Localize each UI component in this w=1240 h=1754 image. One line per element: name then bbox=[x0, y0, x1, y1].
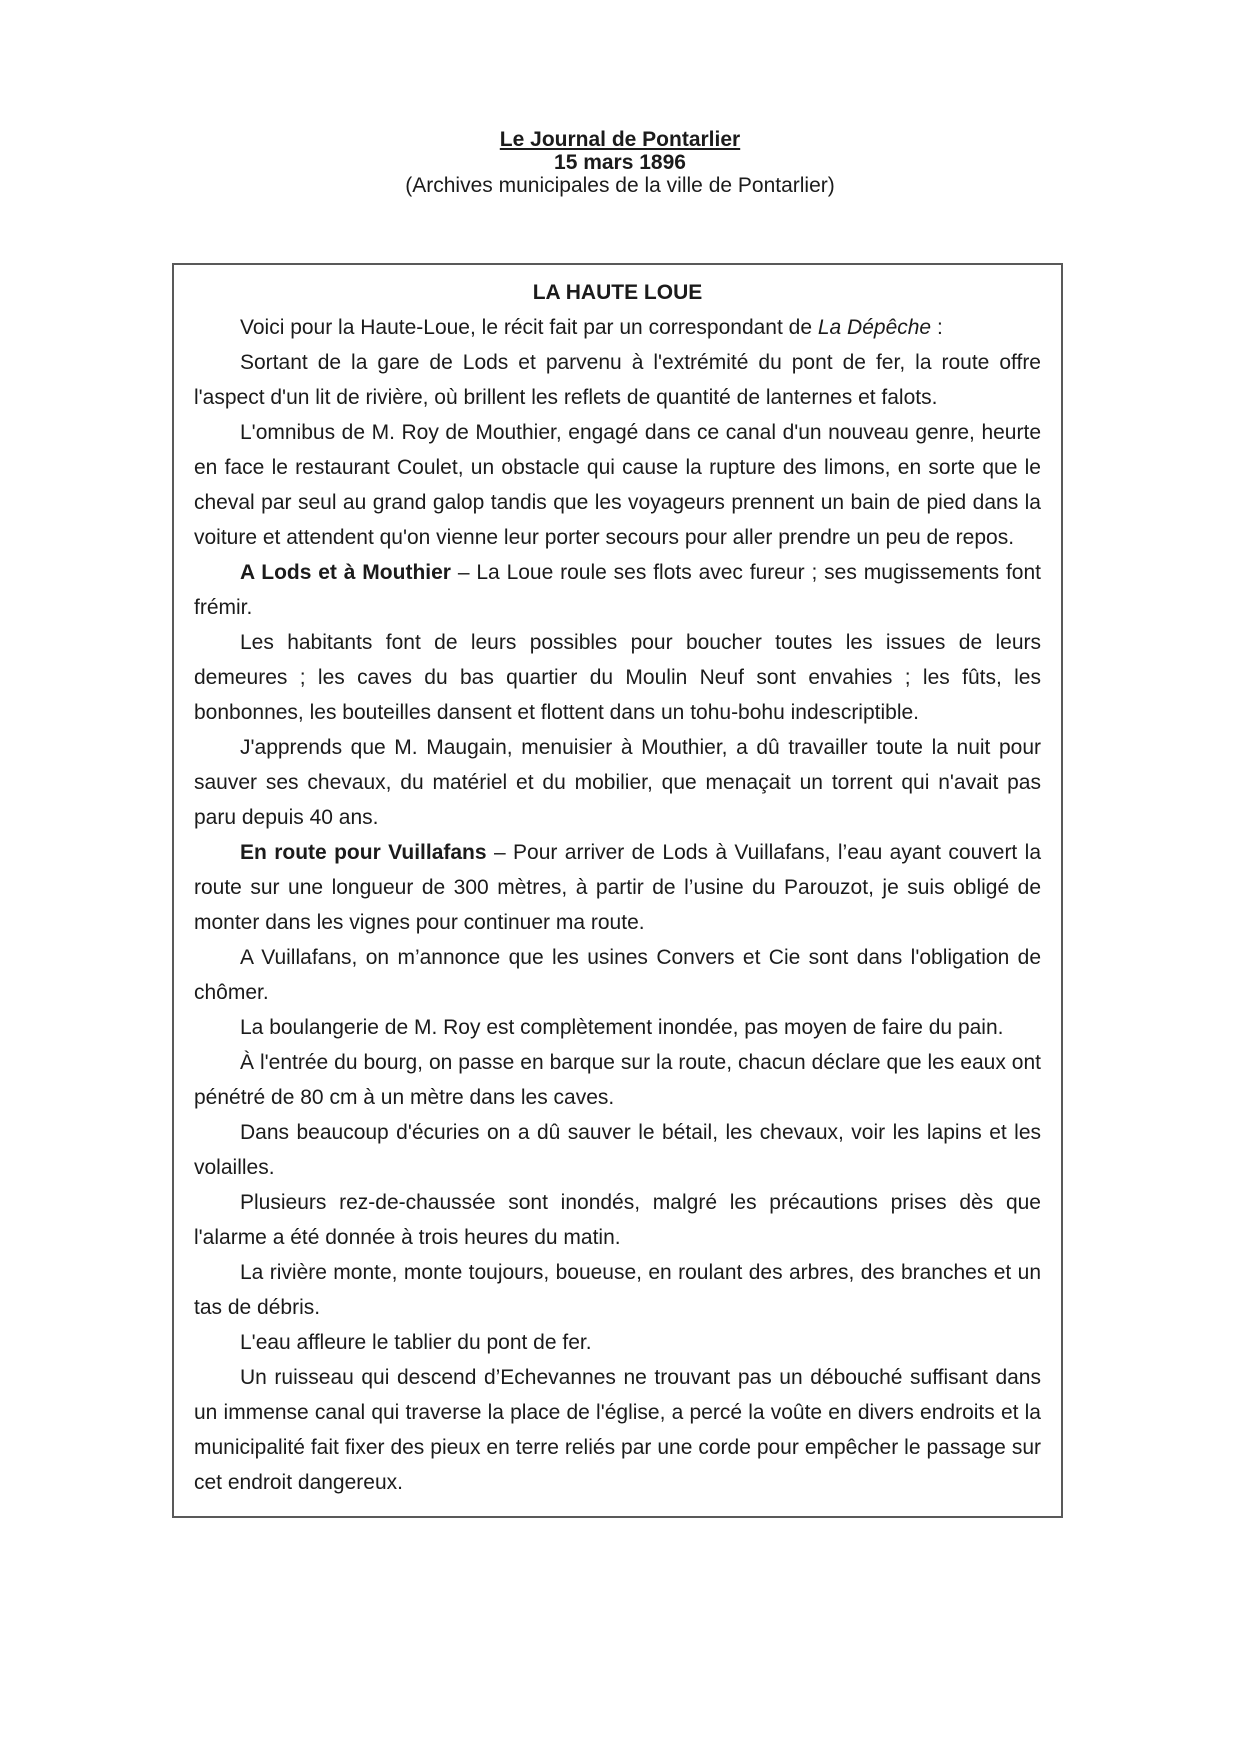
article-paragraph bbox=[194, 1325, 1041, 1360]
article-paragraph bbox=[194, 1255, 1041, 1325]
article-title: LA HAUTE LOUE bbox=[532, 281, 703, 304]
paragraph-segment: A Vuillafans, on m’annonce que les usines Convers et Cie sont dans l'obligation de chômer. bbox=[194, 946, 1041, 1004]
paragraph-segment: En route pour Vuillafans bbox=[240, 841, 487, 864]
article-paragraph bbox=[194, 555, 1041, 625]
article-paragraph bbox=[194, 1010, 1041, 1045]
article-paragraph bbox=[194, 1185, 1041, 1255]
paragraph-segment: L'omnibus de M. Roy de Mouthier, engagé dans ce canal d'un nouveau genre, heurte en face le restaurant Coulet, un obstacle qui cause la rupture des limons, en sorte que le cheval par seul au grand galop tandis que les voyageurs prennent un bain de pied dans la voiture et attendent qu'on vienne leur porter secours pour aller prendre un peu de repos. bbox=[194, 421, 1041, 549]
paragraph-segment: Voici pour la Haute-Loue, le récit fait par un correspondant de bbox=[240, 316, 818, 339]
paragraph-segment: : bbox=[931, 316, 943, 339]
article-box bbox=[172, 263, 1063, 1518]
article-paragraph bbox=[194, 345, 1041, 415]
paragraph-segment: – Pour arriver de Lods à Vuillafans, l’eau ayant couvert la route sur une longueur de 300 mètres, à partir de l’usine du Parouzot, je suis obligé de monter dans les vignes pour continuer ma route. bbox=[194, 841, 1041, 934]
publication-date: 15 mars 1896 bbox=[554, 151, 686, 174]
article-paragraph bbox=[194, 1115, 1041, 1185]
paragraph-segment: La boulangerie de M. Roy est complètement inondée, pas moyen de faire du pain. bbox=[240, 1016, 1004, 1039]
paragraph-segment: La Dépêche bbox=[817, 316, 932, 339]
article-body bbox=[194, 310, 1041, 1500]
document-header bbox=[0, 0, 1240, 197]
paragraph-segment: Sortant de la gare de Lods et parvenu à l'extrémité du pont de fer, la route offre l'aspect d'un lit de rivière, où brillent les reflets de quantité de lanternes et falots. bbox=[194, 351, 1041, 409]
paragraph-segment: À l'entrée du bourg, on passe en barque sur la route, chacun déclare que les eaux ont pénétré de 80 cm à un mètre dans les caves. bbox=[194, 1051, 1041, 1109]
paragraph-segment: J'apprends que M. Maugain, menuisier à Mouthier, a dû travailler toute la nuit pour sauver ses chevaux, du matériel et du mobilier, que menaçait un torrent qui n'avait pas paru depuis 40 ans. bbox=[194, 736, 1041, 829]
paragraph-segment: La rivière monte, monte toujours, boueuse, en roulant des arbres, des branches et un tas de débris. bbox=[194, 1261, 1041, 1319]
article-paragraph bbox=[194, 310, 1041, 345]
paragraph-segment: Un ruisseau qui descend d’Echevannes ne trouvant pas un débouché suffisant dans un immense canal qui traverse la place de l'église, a percé la voûte en divers endroits et la municipalité fait fixer des pieux en terre reliés par une corde pour empêcher le passage sur cet endroit dangereux. bbox=[194, 1366, 1041, 1494]
article-paragraph bbox=[194, 1360, 1041, 1500]
paragraph-segment: – La Loue roule ses flots avec fureur ; ses mugissements font frémir. bbox=[194, 561, 1041, 619]
article-paragraph bbox=[194, 625, 1041, 730]
paragraph-segment: Dans beaucoup d'écuries on a dû sauver le bétail, les chevaux, voir les lapins et les volailles. bbox=[194, 1121, 1041, 1179]
article-paragraph bbox=[194, 940, 1041, 1010]
paragraph-segment: Plusieurs rez-de-chaussée sont inondés, malgré les précautions prises dès que l'alarme a été donnée à trois heures du matin. bbox=[194, 1191, 1041, 1249]
archive-source: (Archives municipales de la ville de Pontarlier) bbox=[405, 174, 835, 197]
page-title: Le Journal de Pontarlier bbox=[499, 128, 741, 151]
article-paragraph bbox=[194, 1045, 1041, 1115]
article-paragraph bbox=[194, 730, 1041, 835]
article-paragraph bbox=[194, 835, 1041, 940]
paragraph-segment: L'eau affleure le tablier du pont de fer. bbox=[240, 1331, 592, 1354]
article-paragraph bbox=[194, 415, 1041, 555]
paragraph-segment: Les habitants font de leurs possibles pour boucher toutes les issues de leurs demeures ; les caves du bas quartier du Moulin Neuf sont envahies ; les fûts, les bonbonnes, les bouteilles dansent et flottent dans un tohu-bohu indescriptible. bbox=[194, 631, 1041, 724]
paragraph-segment: A Lods et à Mouthier bbox=[240, 561, 451, 584]
